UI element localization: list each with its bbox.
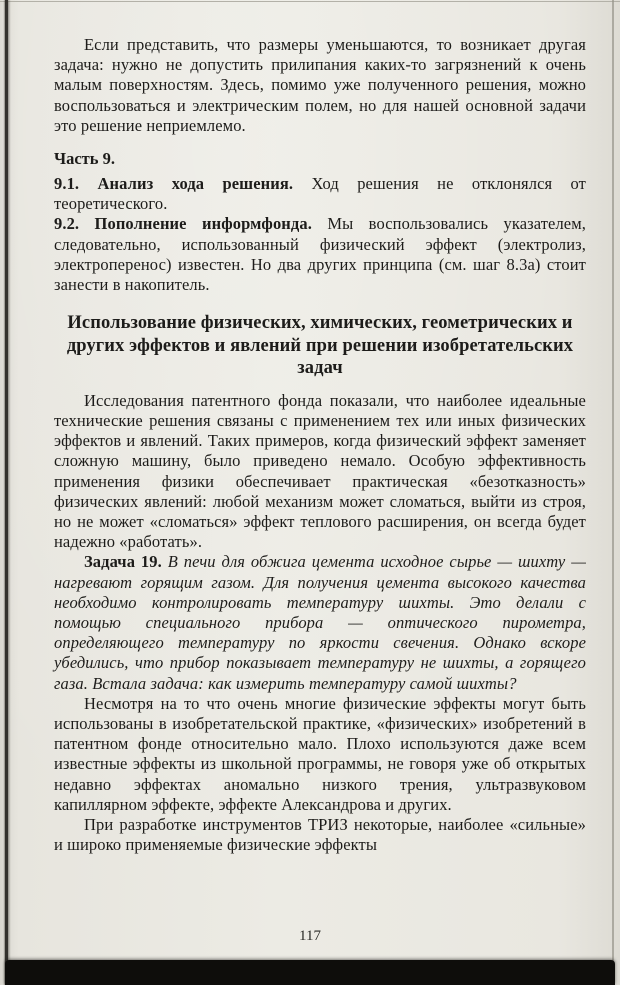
- scan-edge-left: [5, 0, 8, 985]
- part-heading: Часть 9.: [54, 149, 116, 169]
- paragraph-section-9-1: [54, 174, 586, 214]
- chapter-heading: Использование физических, химических, геометрических и других эффектов и явлений при решении изобретательских задач: [66, 313, 574, 379]
- scan-edge-top: [0, 1, 620, 2]
- paragraph-research: Исследования патентного фонда показали, что наиболее идеальные технические решения связаны с применением тех или иных физических эффектов и явлений. Таких примеров, когда физический эффект заменяет сложную машину, было приведено немало. Особую эффективность применения физики обеспечивает практическая «безотказность» физических явлений: любой механизм может сломаться, выйти из строя, но не может «сломаться» эффект теплового расширения, он всегда будет надежно «работать».: [54, 390, 586, 552]
- scan-edge-right: [612, 0, 614, 985]
- task-19-label: Задача 19.: [84, 552, 168, 572]
- paragraph-section-9-2: [54, 214, 586, 295]
- paragraph-effects: Несмотря на то что очень многие физические эффекты могут быть использованы в изобретательской практике, «физических» изобретений в патентном фонде относительно мало. Плохо используются даже всем известные эффекты из школьной программы, не говоря уже об открытых недавно эффектах аномально низкого трения, ультразвуковом капиллярном эффекте, эффекте Александрова и других.: [54, 693, 586, 814]
- section-9-1-text: Ход решения не отклонялся от теоретического.: [54, 174, 586, 214]
- paragraph-task-19: [54, 552, 586, 693]
- section-9-1-label: 9.1. Анализ хода решения.: [54, 174, 312, 194]
- section-9-2-text: Мы воспользовались указателем, следовательно, использованный физический эффект (электролиз, электроперенос) известен. Но два других принципа (см. шаг 8.3а) стоит занести в накопитель.: [54, 214, 586, 295]
- paragraph-triz: При разработке инструментов ТРИЗ некоторые, наиболее «сильные» и широко применяемые физические эффекты: [54, 815, 586, 855]
- paragraph-intro: Если представить, что размеры уменьшаются, то возникает другая задача: нужно не допустить прилипания каких-то загрязнений к очень малым поверхностям. Здесь, помимо уже полученного решения, можно воспользоваться и электрическим полем, но для нашей основной задачи это решение неприемлемо.: [54, 35, 586, 135]
- section-9-2-label: 9.2. Пополнение информфонда.: [54, 214, 328, 234]
- page-number: 117: [299, 928, 321, 944]
- page-content: [54, 35, 586, 855]
- task-19-text: В печи для обжига цемента исходное сырье — шихту — нагревают горящим газом. Для получения цемента высокого качества необходимо контролировать температуру шихты. Это делали с помощью специального прибора — оптического пирометра, определяющего температуру по яркости свечения. Однако вскоре убедились, что прибор показывает температуру не шихты, а горящего газа. Встала задача: как измерить температуру самой шихты?: [54, 552, 586, 693]
- scan-edge-bottom: [5, 960, 615, 985]
